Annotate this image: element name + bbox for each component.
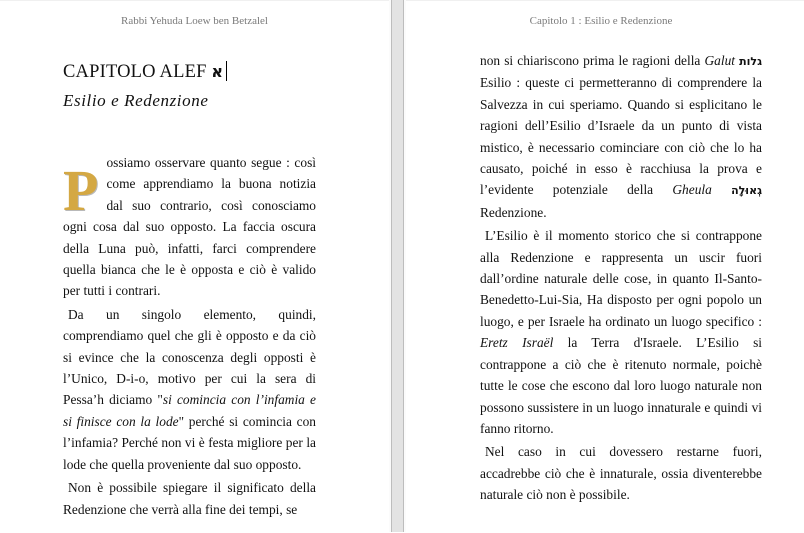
chapter-title-text: CAPITOLO ALEF — [63, 62, 207, 82]
chapter-subtitle: Esilio e Redenzione — [63, 91, 209, 110]
paragraph-text: " perché si comincia con l’infamia? Perché non vi è festa migliore per la lode che quella proveniente dal suo opposto. — [63, 413, 316, 472]
paragraph-text: Da un singolo elemento, quindi, comprendiamo quel che gli è opposto e da ciò si evince che la conoscenza degli opposti è l’Unico, D-i-o, motivo per cui la sera di Pessa’h diciamo " — [63, 306, 316, 408]
italic-quote: si comincia con l’infamia e si finisce con la lode — [63, 392, 316, 429]
text-cursor — [226, 61, 227, 81]
page-separator — [391, 0, 404, 532]
italic-term: Eretz Israël — [480, 335, 554, 351]
paragraph — [480, 225, 762, 439]
chapter-hebrew-letter: א — [211, 62, 224, 81]
paragraph-text: ossiamo osservare quanto segue : così come apprendiamo la buona notizia dal suo contrario, così conosciamo ogni cosa dal suo opposto. La faccia oscura della Luna può, infatti, farci comprendere quella bianca che le è opposta e ciò è valido per tutti i contrari. — [63, 155, 316, 299]
paragraph-text: Redenzione. — [480, 204, 547, 220]
italic-term: Galut — [704, 53, 735, 68]
paragraph — [480, 441, 762, 505]
running-header-author: Rabbi Yehuda Loew ben Betzalel — [121, 15, 268, 27]
hebrew-word: גְאוּלָה — [731, 184, 762, 198]
paragraph — [480, 50, 762, 223]
hebrew-word: גלות — [739, 55, 762, 68]
paragraph — [63, 477, 316, 520]
running-header-chapter: Capitolo 1 : Esilio e Redenzione — [529, 15, 673, 27]
left-page[interactable] — [0, 0, 389, 533]
paragraph — [63, 304, 316, 475]
paragraph — [63, 152, 316, 302]
paragraph-text: non si chiariscono prima le ragioni della — [480, 53, 705, 68]
page-gutter — [389, 0, 406, 532]
paragraph-text: Esilio : queste ci permetteranno di comprendere la Salvezza in cui speriamo. Quando si esplicitano le ragioni dell’Esilio d’Israele da un punto di vista mistico, è necessario cominciare con ciò che lo ha causato, poiché in esso è racchiusa la prova e l’evidente potenziale della — [480, 75, 762, 198]
left-page-body[interactable] — [63, 152, 316, 522]
right-page-body[interactable] — [480, 50, 762, 508]
italic-term: Gheula — [672, 182, 712, 198]
paragraph-text: Non è possibile spiegare il significato della Redenzione che verrà alla fine dei tempi, se — [63, 480, 316, 517]
dropcap-letter: P — [63, 158, 99, 223]
paragraph-text: L’Esilio è il momento storico che si contrappone alla Redenzione e rappresenta un uscir fuori dall’ordine naturale delle cose, in quanto Il-Santo-Benedetto-Lui-Sia, Ha disposto per ogni popolo un luogo, e per Israele ha ordinato un luogo specifico : — [480, 228, 762, 329]
paragraph-text: Nel caso in cui dovessero restarne fuori, accadrebbe ciò che è innaturale, ossia diventerebbe naturale ciò non è possibile. — [480, 444, 762, 503]
chapter-title[interactable] — [63, 61, 227, 83]
paragraph-text: la Terra d'Israele. L’Esilio si contrappone a ciò che è ritenuto normale, poichè tutte le cose che escono dal loro luogo naturale non possono sussistere in un luogo innaturale e quindi vi fanno ritorno. — [480, 335, 762, 436]
